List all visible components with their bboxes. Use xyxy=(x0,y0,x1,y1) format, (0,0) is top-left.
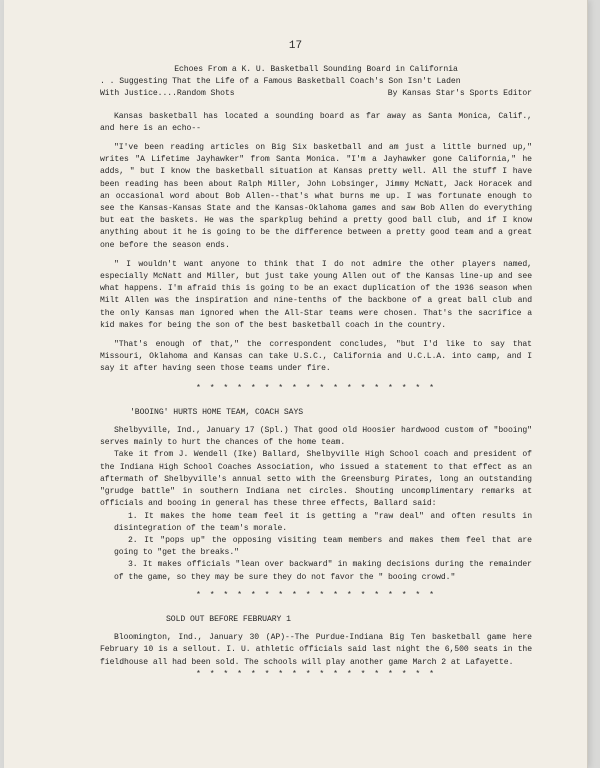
article2-paragraph-2: Take it from J. Wendell (Ike) Ballard, Shelbyville High School coach and president of the Indiana High School Coaches Association, who issued a statement to that effect as an aftermath of Shelbyville's annual setto with the Greensburg Pirates, long an outstanding "grudge battle" in southern Indiana net circles. Shouting uncomplimentary remarks at officials and booing in general has these three effects, Ballard said: xyxy=(100,450,532,509)
article1-paragraph-2: "I've been reading articles on Big Six basketball and am just a little burned up," writes "A Lifetime Jayhawker" from Santa Monica. "I'm a Jayhawker gone California," he adds, " but I know the basketball situation at Kansas pretty well. All the stuff I have been reading has been about Ralph Miller, John Lobsinger, Jimmy McNatt, Jack Horacek and an occasional word about Bob Allen--that's what burns me up. I was fortunate enough to see the Kansas-Kansas State and the Kansas-Oklahoma games and saw Bob Allen do everything but eat the baskets. He was the sparkplug behind a pretty good ball club, and if I know anything about it he is going to be the difference between a pretty good team and a great one before the season ends. xyxy=(100,143,532,250)
header-line-3-left: With Justice....Random Shots xyxy=(100,89,235,99)
article1-paragraph-4: "That's enough of that," the correspondent concludes, "but I'd like to say that Missouri, Oklahoma and Kansas can take U.S.C., California and U.C.L.A. into camp, and I say it after having seen those teams under fire. xyxy=(100,340,532,374)
effect-item-3: 3. It makes officials "lean over backward" in making decisions during the remainder of the game, so they may be sure they do not favor the " booing crowd." xyxy=(114,560,532,582)
page-content xyxy=(100,64,532,693)
star-divider-3: * * * * * * * * * * * * * * * * * * xyxy=(196,669,436,679)
effects-list xyxy=(100,511,532,584)
article3-title: SOLD OUT BEFORE FEBRUARY 1 xyxy=(166,614,291,624)
article-sold-out xyxy=(100,614,532,669)
article-sounding-board xyxy=(100,111,532,376)
article-booing xyxy=(100,407,532,584)
column-header xyxy=(100,64,532,101)
document-page xyxy=(4,0,587,768)
page-number: 17 xyxy=(288,40,303,52)
header-byline: By Kansas Star's Sports Editor xyxy=(387,89,532,99)
article1-paragraph-1: Kansas basketball has located a sounding board as far away as Santa Monica, Calif., and here is an echo-- xyxy=(100,111,532,133)
header-line-2: . . Suggesting That the Life of a Famous Basketball Coach's Son Isn't Laden xyxy=(100,77,461,87)
star-divider-1: * * * * * * * * * * * * * * * * * * xyxy=(196,383,436,393)
effect-item-2: 2. It "pops up" the opposing visiting team members and makes them feel that are going to "get the breaks." xyxy=(114,535,532,558)
header-line-3 xyxy=(100,88,532,100)
effect-item-1: 1. It makes the home team feel it is getting a "raw deal" and often results in disintegration of the team's morale. xyxy=(114,511,532,533)
header-line-1: Echoes From a K. U. Basketball Sounding Board in California xyxy=(174,65,458,74)
article1-paragraph-3: " I wouldn't want anyone to think that I do not admire the other players named, especially McNatt and Miller, but just take young Allen out of the Kansas line-up and see what happens. I'm afraid this is going to be an exact duplication of the 1936 season when Milt Allen was the inspiration and nine-tenths of the backbone of a great ball club and the only Kansas man ignored when the All-Star teams were chosen. That's the sacrifice a kid makes for being the son of the best basketball coach in the country. xyxy=(100,259,532,330)
article2-paragraph-1: Shelbyville, Ind., January 17 (Spl.) That good old Hoosier hardwood custom of "booing" serves mainly to hurt the chances of the home team. xyxy=(100,426,532,448)
article3-paragraph-1: Bloomington, Ind., January 30 (AP)--The Purdue-Indiana Big Ten basketball game here February 10 is a sellout. I. U. athletic officials said last night the 6,500 seats in the fieldhouse all had been sold. The schools will play another game March 2 at Lafayette. xyxy=(100,633,532,667)
article2-title: 'BOOING' HURTS HOME TEAM, COACH SAYS xyxy=(130,407,304,417)
star-divider-2: * * * * * * * * * * * * * * * * * * xyxy=(196,590,436,600)
